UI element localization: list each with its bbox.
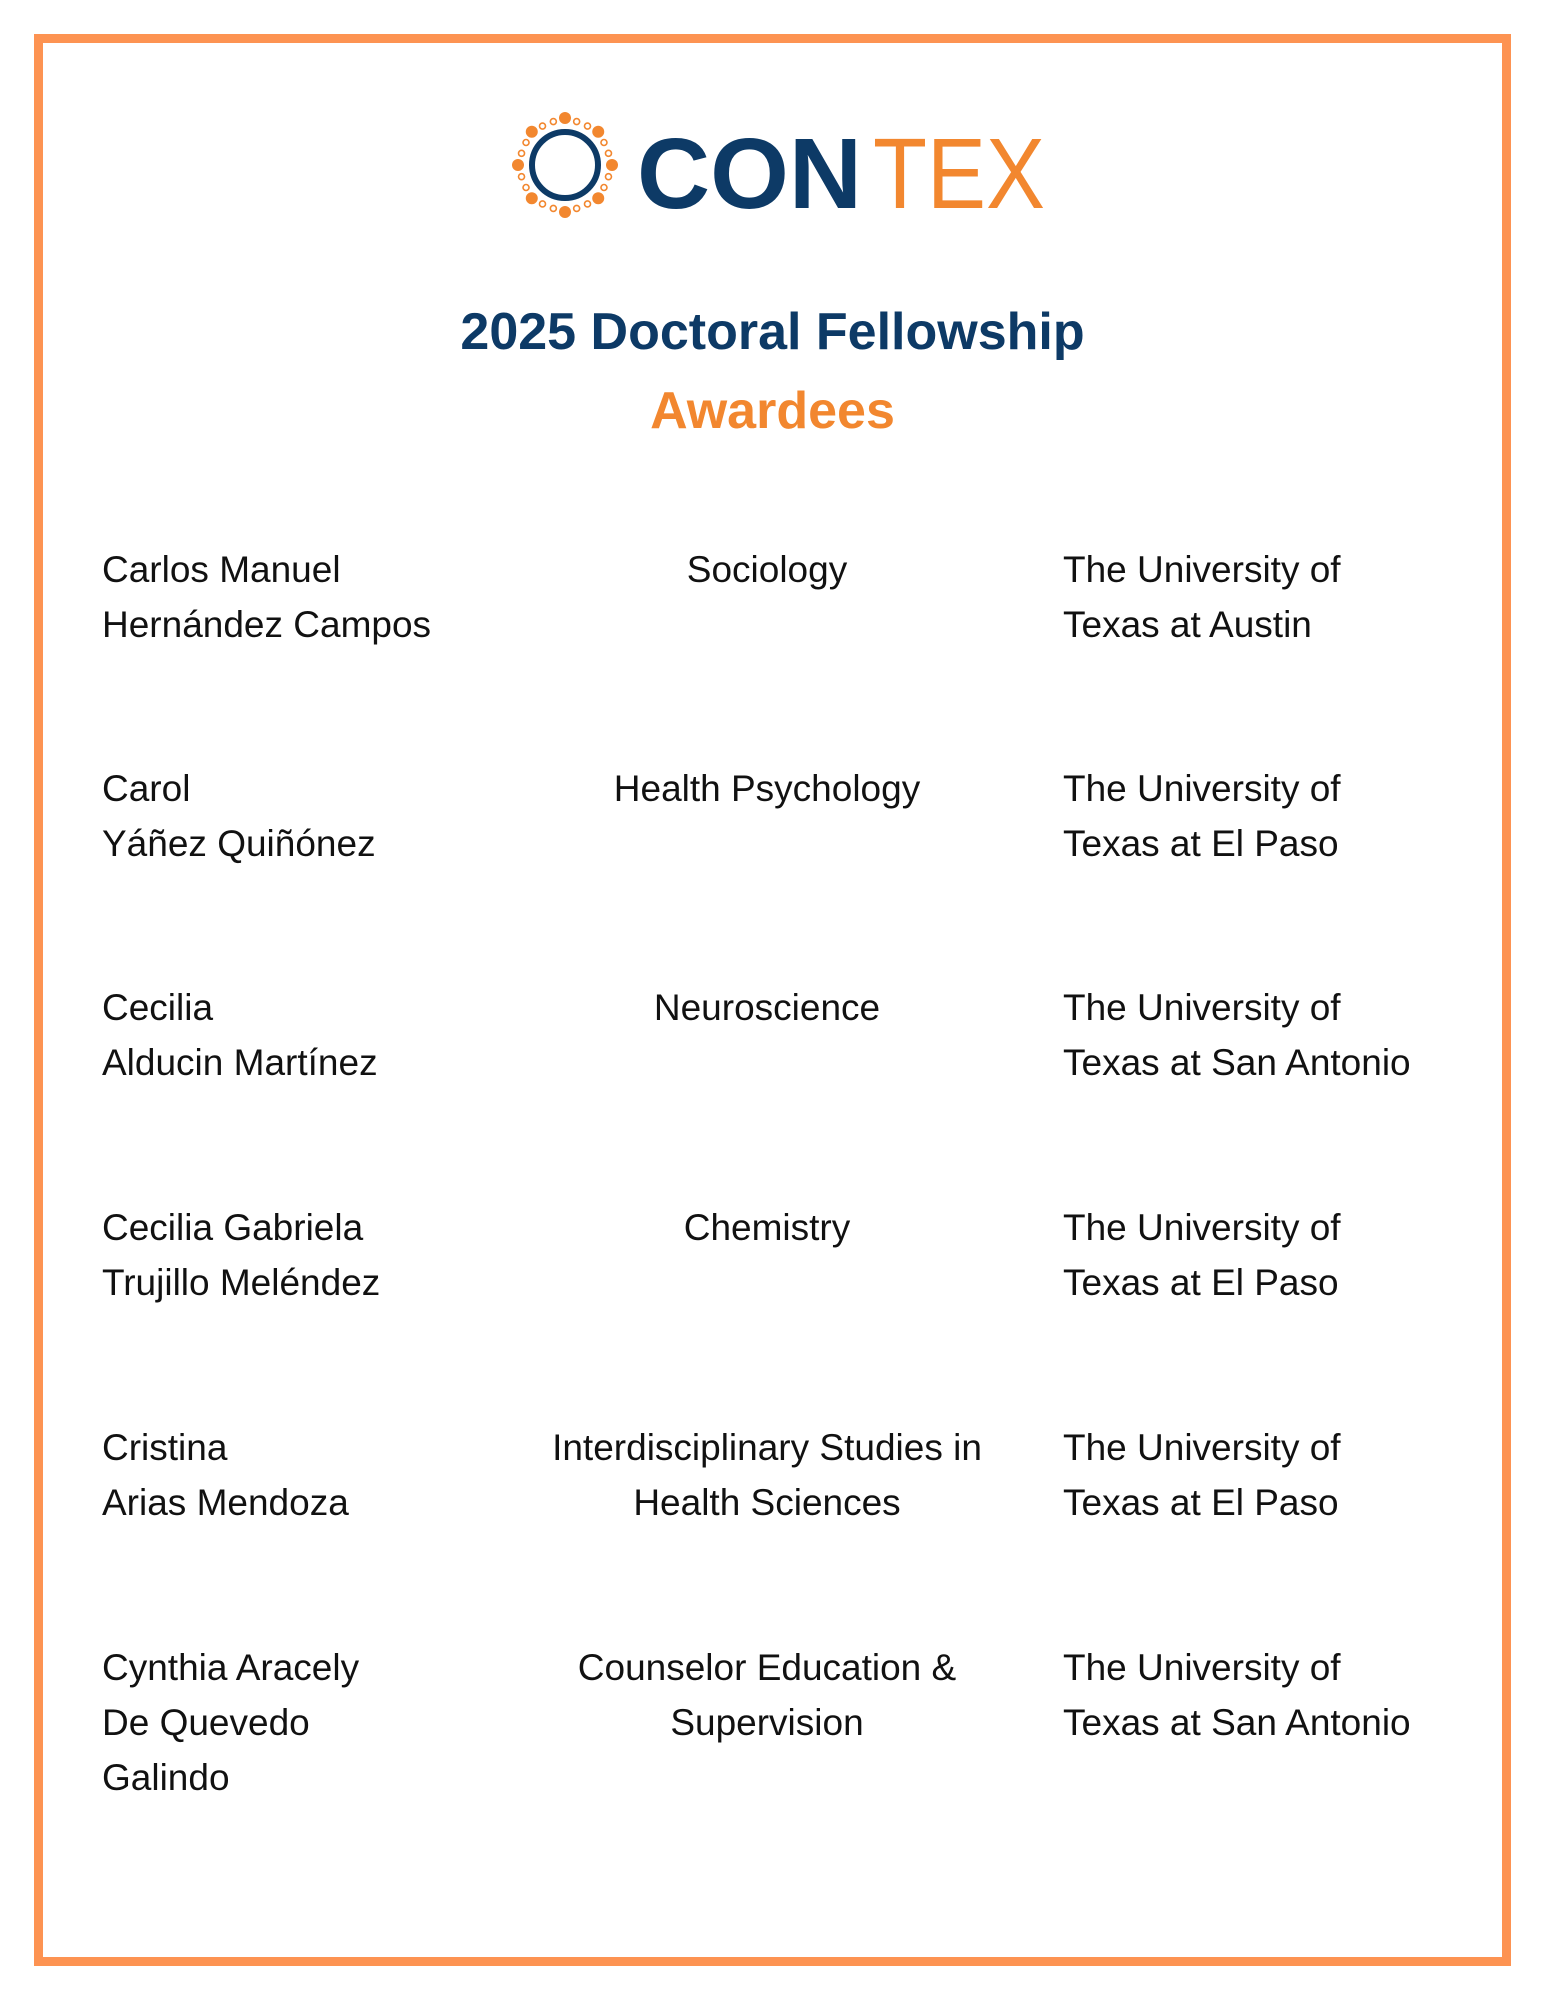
logo-ring-dot — [605, 150, 611, 156]
logo-ring-dot — [574, 205, 580, 211]
awardee-field: Counselor Education & Supervision — [577, 1647, 957, 1743]
logo-ring-dot — [526, 126, 538, 138]
logo-ring-dot — [519, 150, 525, 156]
awardee-university: The University of Texas at El Paso — [1063, 768, 1341, 864]
logo-ring-dot — [605, 174, 611, 180]
awardee-field: Interdisciplinary Studies in Health Sciences — [552, 1427, 982, 1523]
awardee-university: The University of Texas at El Paso — [1063, 1427, 1341, 1523]
awardee-row — [102, 761, 1482, 931]
logo-ring-dot — [592, 192, 604, 204]
awardee-university: The University of Texas at San Antonio — [1063, 1647, 1411, 1743]
logo-ring-dot — [540, 201, 546, 207]
awardee-name: Cynthia Aracely De Quevedo Galindo — [102, 1647, 360, 1798]
logo-ring-dot — [559, 112, 571, 124]
logo-ring-dot — [523, 185, 529, 191]
logo-ring-dot — [540, 123, 546, 129]
logo-ring-dot — [526, 192, 538, 204]
awardee-name: Cristina Arias Mendoza — [102, 1427, 349, 1523]
page-subtitle: Awardees — [650, 382, 895, 440]
logo-ring-dot — [601, 185, 607, 191]
page-title: 2025 Doctoral Fellowship — [460, 303, 1085, 361]
logo-ring-dot — [550, 119, 556, 125]
awardee-row — [102, 542, 1482, 712]
awardee-field: Neuroscience — [653, 987, 881, 1028]
logo-ring-dot — [585, 201, 591, 207]
logo-wordmark-con: CON — [637, 118, 862, 230]
logo-ring-dot — [523, 140, 529, 146]
awardee-row — [102, 980, 1482, 1150]
awardee-name: Carol Yáñez Quiñónez — [102, 768, 376, 864]
logo-ring-dot — [601, 140, 607, 146]
awardee-name: Cecilia Alducin Martínez — [102, 987, 378, 1083]
logo-ring-dot — [592, 126, 604, 138]
awardee-row — [102, 1420, 1482, 1590]
awardee-row — [102, 1640, 1482, 1810]
awardee-name: Cecilia Gabriela Trujillo Meléndez — [102, 1207, 381, 1303]
logo-ring-dot — [512, 159, 524, 171]
awardee-university: The University of Texas at Austin — [1063, 549, 1341, 645]
awardee-field: Chemistry — [683, 1207, 851, 1248]
logo-ring-dot — [574, 119, 580, 125]
logo-ring-dot — [519, 174, 525, 180]
awardee-university: The University of Texas at El Paso — [1063, 1207, 1341, 1303]
contex-logo — [505, 105, 1045, 230]
logo-ring-dot — [585, 123, 591, 129]
awardee-field: Health Psychology — [613, 768, 921, 809]
logo-ring-dot — [559, 206, 571, 218]
logo-ring-icon — [512, 112, 618, 218]
logo-ring-dot — [606, 159, 618, 171]
awardee-university: The University of Texas at San Antonio — [1063, 987, 1411, 1083]
awardee-name: Carlos Manuel Hernández Campos — [102, 549, 432, 645]
logo-ring-dot — [550, 205, 556, 211]
logo-wordmark-tex: TEX — [873, 118, 1045, 230]
awardee-row — [102, 1200, 1482, 1370]
awardee-field: Sociology — [686, 549, 848, 590]
